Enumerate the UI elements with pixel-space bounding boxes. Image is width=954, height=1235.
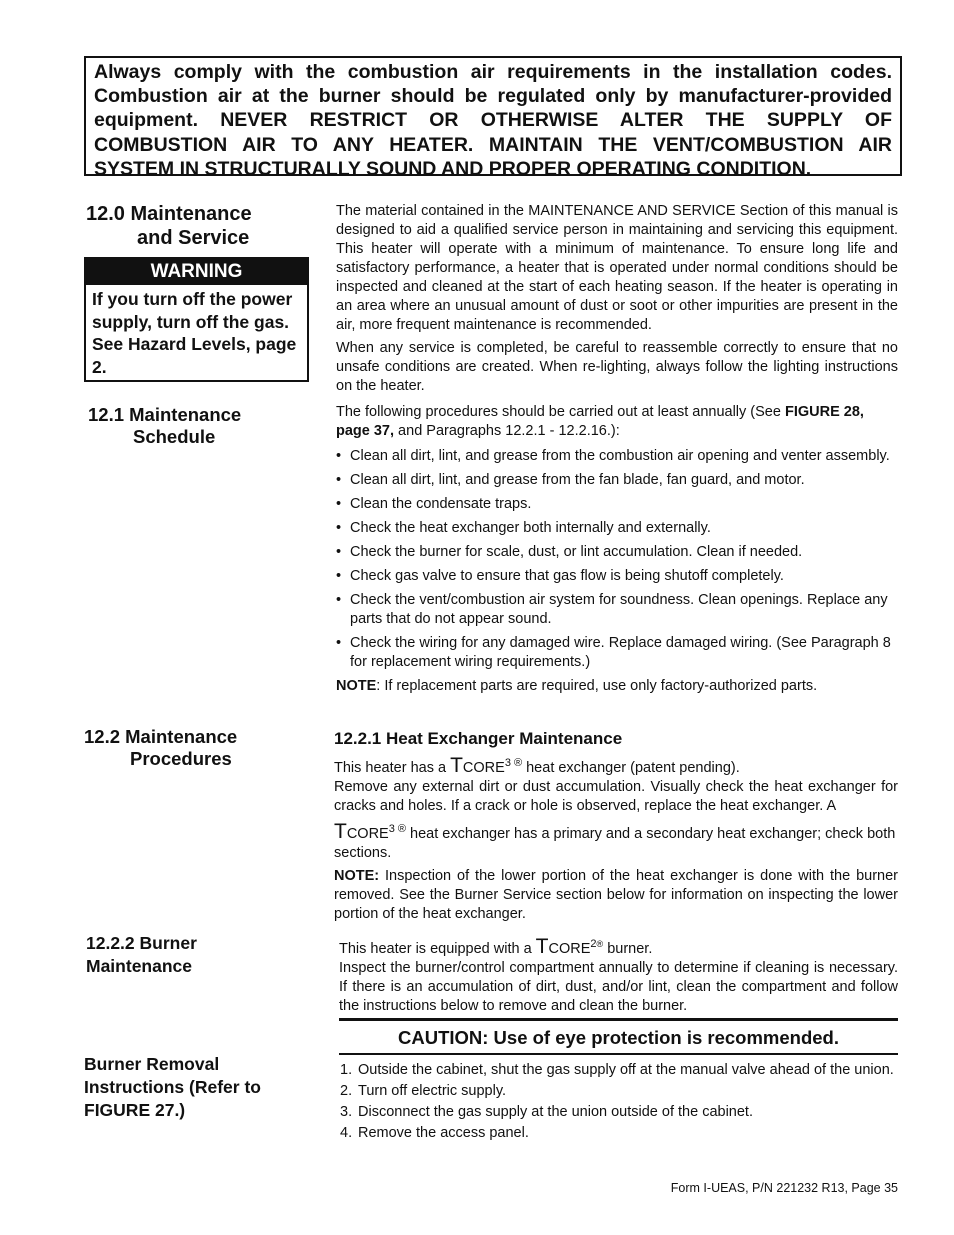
burner-removal-steps (337, 1061, 898, 1145)
list-item: • Check gas valve to ensure that gas flow is being shutoff completely. (336, 567, 898, 586)
burner-removal-heading: Burner Removal Instructions (Refer to FIGURE 27.) (84, 1054, 261, 1120)
reassemble-paragraph: When any service is completed, be careful to reassemble correctly to ensure that no unsafe conditions are created. When re-lighting, always follow the lighting instructions on the heater. (336, 340, 898, 394)
tcore2-trademark: $TCORE^{2®}$ (535, 934, 604, 958)
tcore3-trademark: $TCORE^{3 ®}$ (450, 753, 523, 777)
warning-box (84, 257, 309, 382)
warning-header: WARNING (86, 259, 307, 285)
tcore3-trademark: $TCORE^{3 ®}$ (334, 819, 407, 843)
combustion-air-notice: Always comply with the combustion air requirements in the installation codes. Combustion air at the burner should be regulated only by manufacturer-provided equipment. NEVER RESTRICT OR OTHERWISE ALTER THE SUPPLY OF COMBUSTION AIR TO ANY HEATER. MAINTAIN THE VENT/COMBUSTION AIR SYSTEM IN STRUCTURALLY SOUND AND PROPER OPERATING CONDITION. (94, 61, 892, 180)
heat-exchanger-heading: 12.2.1 Heat Exchanger Maintenance (334, 729, 623, 748)
maintenance-schedule (336, 403, 898, 696)
list-item: • Check the burner for scale, dust, or lint accumulation. Clean if needed. (336, 543, 898, 562)
schedule-intro: The following procedures should be carried out at least annually (See FIGURE 28, page 37, and Paragraphs 12.2.1 - 12.2.16.): (336, 404, 864, 439)
list-item: 2. Turn off electric supply. (340, 1083, 507, 1099)
figure-28-reference: FIGURE 28, page 37, (336, 404, 864, 439)
heat-exchanger-text: This heater has a $TCORE^{3 ®}$ heat exchanger (patent pending). Remove any external dirt or dust accumulation. Visually check the heat exchanger for cracks and holes. If a crack or hole is observed, replace the heat exchanger. A $TCORE^{3 ®}$ heat exchanger has a primary and a secondary heat exchanger; check both sections. NOTE: Inspection of the lower portion of the heat exchanger is done with the burner removed. See the Burner Service section below for information on inspecting the lower portion of the heat exchanger. (334, 753, 898, 922)
inspection-note: NOTE: Inspection of the lower portion of the heat exchanger is done with the burner removed. See the Burner Service section below for information on inspecting the lower portion of the heat exchanger. (334, 867, 898, 922)
page-footer: Form I-UEAS, P/N 221232 R13, Page 35 (670, 1181, 898, 1195)
list-item: 1. Outside the cabinet, shut the gas supply off at the manual valve ahead of the union. (340, 1062, 894, 1078)
section-12-1-heading: 12.1 Maintenance Schedule (88, 404, 242, 447)
list-item: • Clean all dirt, lint, and grease from the fan blade, fan guard, and motor. (336, 471, 898, 490)
list-item: 4. Remove the access panel. (340, 1125, 529, 1141)
list-item: • Clean the condensate traps. (336, 495, 898, 514)
burner-maintenance-text: This heater is equipped with a $TCORE^{2®}$ burner. Inspect the burner/control compartment annually to determine if cleaning is necessary. If there is an accumulation of dirt, dust, and/or lint, clean the compartment and follow the instructions below to remove and clean the burner. (339, 934, 898, 1014)
intro-paragraph: The material contained in the MAINTENANCE AND SERVICE Section of this manual is designed to aid a qualified service person in maintaining and servicing this equipment. This heater will operate with a minimum of maintenance. To ensure long life and satisfactory performance, a heater that is operated under normal conditions should be inspected and cleaned at the start of each heating season. If the heater is operating in an area where an unusual amount of dust or soot or other impurities are present in the air, more frequent maintenance is recommended. (336, 203, 898, 333)
list-item: • Check the vent/combustion air system for soundness. Clean openings. Replace any parts that do not appear sound. (336, 591, 898, 629)
combustion-air-notice-box (84, 56, 902, 180)
eye-protection-caution: CAUTION: Use of eye protection is recommended. (339, 1018, 898, 1055)
schedule-list (336, 447, 898, 672)
maintenance-intro (336, 202, 898, 396)
section-12-2-heading: 12.2 Maintenance Procedures (84, 726, 238, 769)
section-12-2-2-heading: 12.2.2 Burner Maintenance (86, 933, 197, 976)
list-item: • Check the wiring for any damaged wire. Replace damaged wiring. (See Paragraph 8 for replacement wiring requirements.) (336, 634, 898, 672)
list-item: • Clean all dirt, lint, and grease from the combustion air opening and venter assembly. (336, 447, 898, 466)
replacement-parts-note: NOTE: If replacement parts are required, use only factory-authorized parts. (336, 678, 818, 694)
section-12-0-heading: 12.0 Maintenance and Service (86, 203, 252, 249)
list-item: • Check the heat exchanger both internally and externally. (336, 519, 898, 538)
list-item: 3. Disconnect the gas supply at the union outside of the cabinet. (340, 1104, 753, 1120)
warning-text: If you turn off the power supply, turn off the gas. See Hazard Levels, page 2. (92, 289, 297, 377)
